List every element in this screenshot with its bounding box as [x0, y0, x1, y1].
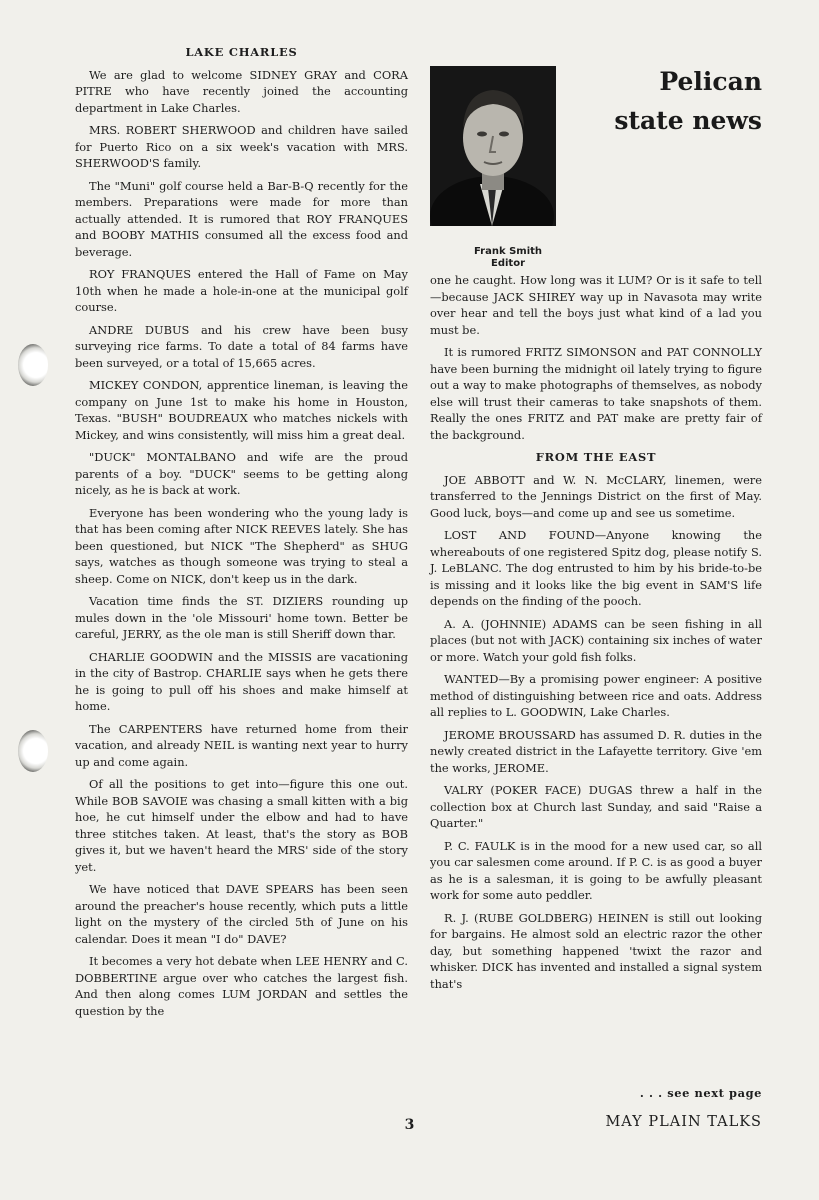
masthead-title: [580, 62, 762, 140]
paragraph: We are glad to welcome SIDNEY GRAY and CORA PITRE who have recently joined the accounting department in Lake Charles.: [75, 67, 408, 115]
paragraph: ANDRE DUBUS and his crew have been busy surveying rice farms. To date a total of 84 farms have been surveyed, or a total of 15,665 acres.: [75, 322, 408, 370]
paragraph: We have noticed that DAVE SPEARS has been seen around the preacher's house recently, which puts a little light on the mystery of the circled 5th of June on his calendar. Does it mean "I do" DAVE?: [75, 882, 408, 946]
masthead-line-2: state news: [614, 106, 762, 135]
binder-hole-top: [18, 344, 48, 386]
right-column: [430, 272, 762, 998]
binder-hole-bottom: [18, 730, 48, 772]
editor-photo: [430, 66, 556, 226]
masthead-line-1: Pelican: [659, 67, 762, 96]
paragraph: LOST AND FOUND—Anyone knowing the whereabouts of one registered Spitz dog, please notify S. J. LeBLANC. The dog entrusted to him by his bride-to-be is missing and it looks like the big event in SAM'S life depends on the finding of the pooch.: [430, 528, 762, 608]
paragraph: CHARLIE GOODWIN and the MISSIS are vacationing in the city of Bastrop. CHARLIE says when he gets there he is going to pull off his shoes and make himself at home.: [75, 649, 408, 713]
paragraph: P. C. FAULK is in the mood for a new used car, so all you car salesmen come around. If P. C. is as good a buyer as he is a salesman, it is going to be awfully pleasant work for some auto peddler.: [430, 838, 762, 902]
paragraph: Vacation time finds the ST. DIZIERS rounding up mules down in the 'ole Missouri' home town. Better be careful, JERRY, as the ole man is still Sheriff down thar.: [75, 594, 408, 641]
editor-role: Editor: [491, 258, 525, 269]
page-number: 3: [404, 1117, 415, 1133]
paragraph: The CARPENTERS have returned home from their vacation, and already NEIL is wanting next year to hurry up and come again.: [75, 721, 408, 769]
editor-caption: [430, 246, 586, 270]
paragraph: VALRY (POKER FACE) DUGAS threw a half in the collection box at Church last Sunday, and said "Raise a Quarter.": [430, 783, 762, 830]
paragraph: JOE ABBOTT and W. N. McCLARY, linemen, were transferred to the Jennings District on the first of May. Good luck, boys—and come up and see us sometime.: [430, 472, 762, 520]
paragraph: WANTED—By a promising power engineer: A positive method of distinguishing between rice and oats. Address all replies to L. GOODWIN, Lake Charles.: [430, 672, 762, 719]
paragraph: MICKEY CONDON, apprentice lineman, is leaving the company on June 1st to make his home in Houston, Texas. "BUSH" BOUDREAUX who matches nickels with Mickey, and wins consistently, will miss him a great deal.: [75, 378, 408, 442]
paragraph: Everyone has been wondering who the young lady is that has been coming after NICK REEVES lately. She has been questioned, but NICK "The Shepherd" as SHUG says, watches as though someone was trying to steal a sheep. Come on NICK, don't keep us in the dark.: [75, 505, 408, 586]
paragraph: It is rumored FRITZ SIMONSON and PAT CONNOLLY have been burning the midnight oil lately trying to figure out a way to make photographs of themselves, as nobody else will trust their cameras to take snapshots of them. Really the ones FRITZ and PAT make are pretty fair of the background.: [430, 345, 762, 442]
paragraph: It becomes a very hot debate when LEE HENRY and C. DOBBERTINE argue over who catches the largest fish. And then along comes LUM JORDAN and settles the question by the: [75, 954, 408, 1018]
left-column: [75, 44, 408, 1025]
paragraph: Of all the positions to get into—figure this one out. While BOB SAVOIE was chasing a small kitten with a big hoe, he cut himself under the elbow and had to have three stitches taken. At least, that's the story as BOB gives it, but we haven't heard the MRS' side of the story yet.: [75, 777, 408, 874]
paragraph: A. A. (JOHNNIE) ADAMS can be seen fishing in all places (but not with JACK) containing six inches of water or more. Watch your gold fish folks.: [430, 616, 762, 664]
paragraph: MRS. ROBERT SHERWOOD and children have sailed for Puerto Rico on a six week's vacation with MRS. SHERWOOD'S family.: [75, 123, 408, 170]
see-next-page-note: . . . see next page: [639, 1086, 762, 1100]
section-heading-lake-charles: LAKE CHARLES: [185, 45, 298, 59]
paragraph: one he caught. How long was it LUM? Or is it safe to tell—because JACK SHIREY way up in Navasota may write over hear and tell the boys just what kind of a lad you must be.: [430, 273, 762, 337]
section-heading-from-the-east: FROM THE EAST: [535, 450, 657, 464]
editor-portrait-image: [430, 66, 556, 226]
paragraph: ROY FRANQUES entered the Hall of Fame on May 10th when he made a hole-in-one at the municipal golf course.: [75, 267, 408, 314]
editor-name: Frank Smith: [473, 246, 543, 257]
footer-publication-title: MAY PLAIN TALKS: [605, 1114, 762, 1130]
paragraph: R. J. (RUBE GOLDBERG) HEINEN is still out looking for bargains. He almost sold an electric razor the other day, but something happened 'twixt the razor and whisker. DICK has invented and installed a signal system that's: [430, 910, 762, 991]
paragraph: The "Muni" golf course held a Bar-B-Q recently for the members. Preparations were made for more than actually attended. It is rumored that ROY FRANQUES and BOOBY MATHIS consumed all the excess food and beverage.: [75, 178, 408, 259]
paragraph: JEROME BROUSSARD has assumed D. R. duties in the newly created district in the Lafayette territory. Give 'em the works, JEROME.: [430, 727, 762, 775]
paragraph: "DUCK" MONTALBANO and wife are the proud parents of a boy. "DUCK" seems to be getting along nicely, as he is back at work.: [75, 450, 408, 497]
